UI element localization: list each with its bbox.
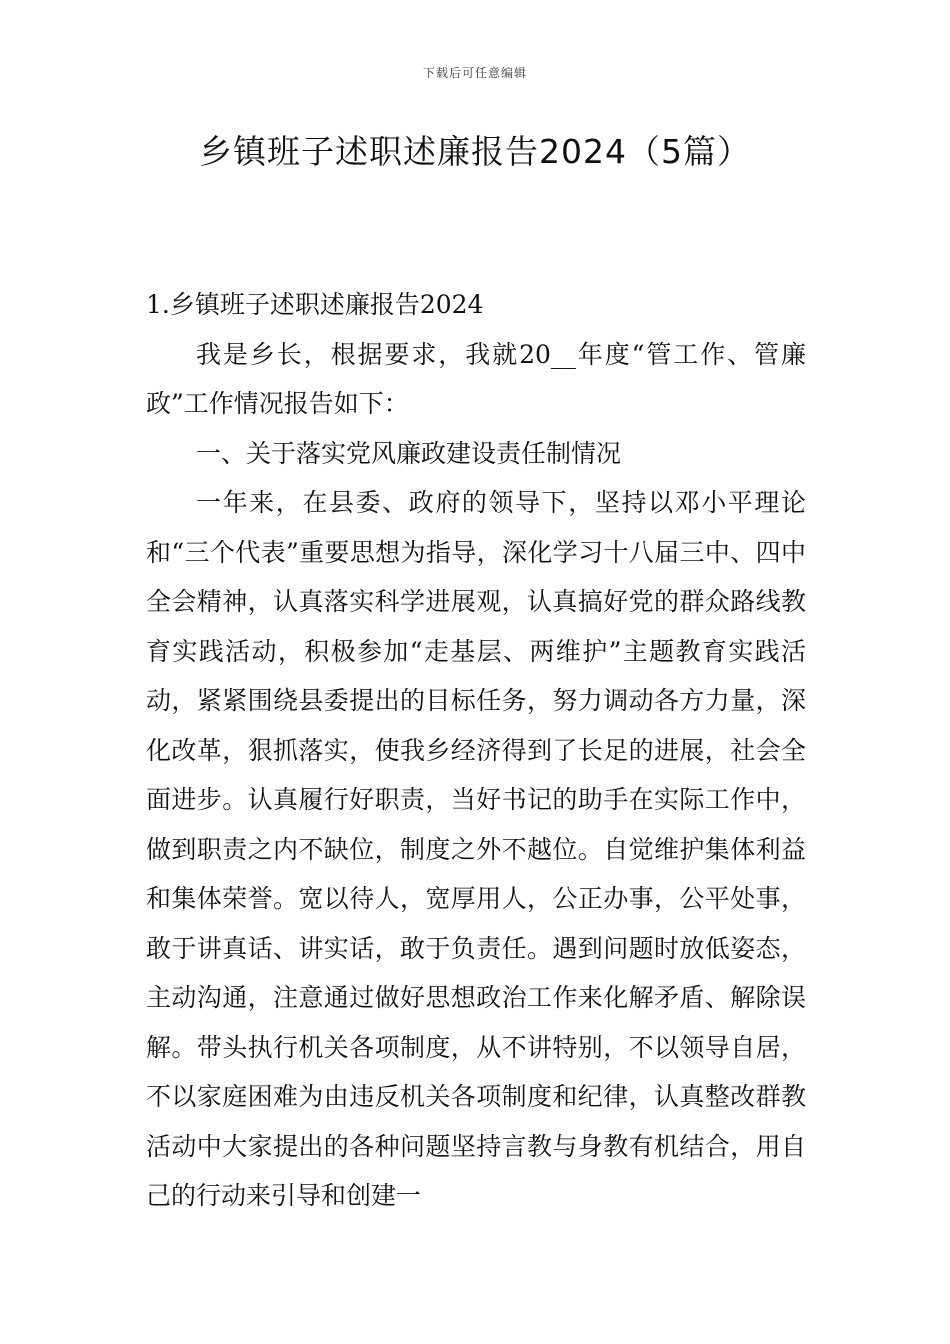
paragraph-body: 一年来，在县委、政府的领导下，坚持以邓小平理论和“三个代表”重要思想为指导，深化学习十八届三中、四中全会精神，认真落实科学进展观，认真搞好党的群众路线教育实践活动，积极参加“走基层、两维护”主题教育实践活动，紧紧围绕县委提出的目标任务，努力调动各方力量，深化改革，狠抓落实，使我乡经济得到了长足的进展，社会全面进步。认真履行好职责，当好书记的助手在实际工作中，做到职责之内不缺位，制度之外不越位。自觉维护集体利益和集体荣誉。宽以待人，宽厚用人，公正办事，公平处事，敢于讲真话、讲实话，敢于负责任。遇到问题时放低姿态，主动沟通，注意通过做好思想政治工作来化解矛盾、解除误解。带头执行机关各项制度，从不讲特别，不以领导自居，不以家庭困难为由违反机关各项制度和纪律，认真整改群教活动中大家提出的各种问题坚持言教与身教有机结合，用自己的行动来引导和创建一 <box>146 488 806 1210</box>
paragraph-heading-one: 一、关于落实党风廉政建设责任制情况 <box>196 438 622 468</box>
section-title: 1.乡镇班子述职述廉报告2024 <box>146 290 484 319</box>
paragraph-intro: 我是乡长，根据要求，我就20__年度“管工作、管廉政”工作情况报告如下： <box>146 339 806 418</box>
document-title: 乡镇班子述职述廉报告2024（5篇） <box>199 132 751 171</box>
header-note: 下载后可任意编辑 <box>422 66 527 80</box>
document-body <box>146 280 806 1221</box>
